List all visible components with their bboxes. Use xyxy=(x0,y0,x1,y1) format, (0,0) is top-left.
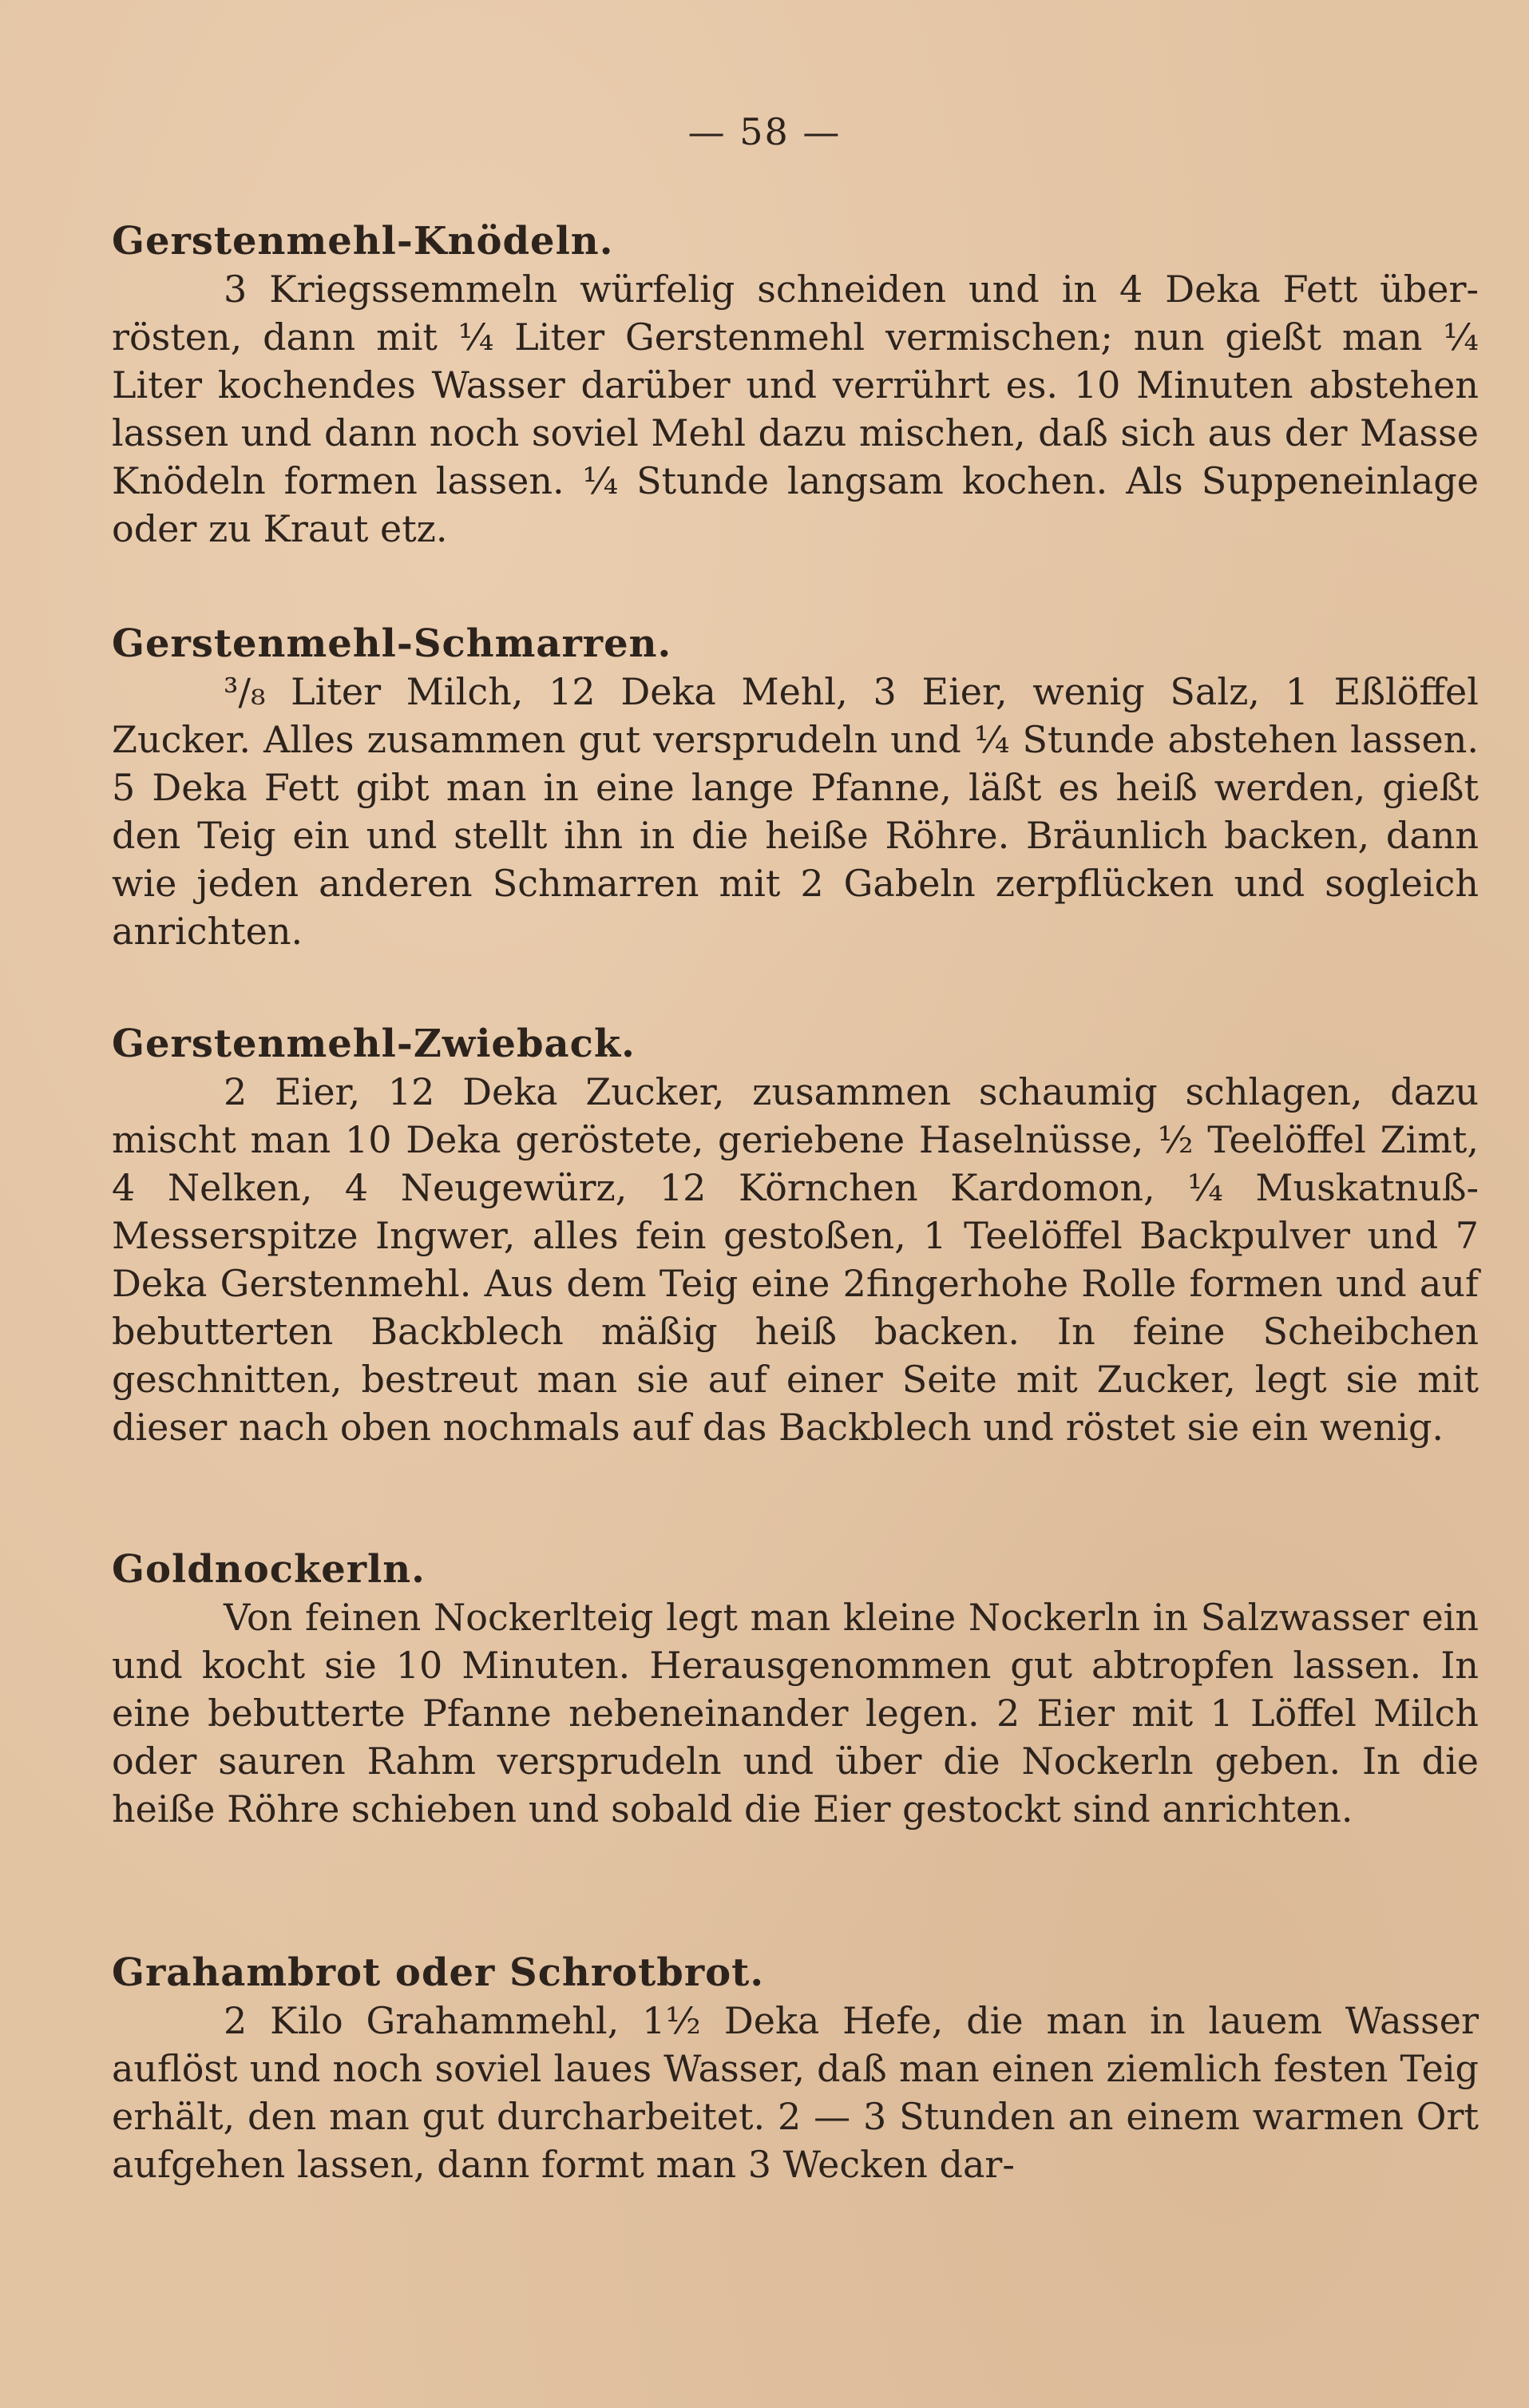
recipe-text: ³/₈ Liter Milch, 12 Deka Mehl, 3 Eier, wenig Salz, 1 Eßlöffel Zucker. Alles zusammen gut versprudeln und ¼ Stunde abstehen lassen. 5 Deka Fett gibt man in eine lange Pfanne, läßt es heiß werden, gießt den Teig ein und stellt ihn in die heiße Röhre. Bräunlich backen, dann wie jeden anderen Schmarren mit 2 Gabeln zerpflücken und sogleich anrichten. xyxy=(112,670,1479,953)
recipe-text: Von feinen Nockerlteig legt man kleine Nockerln in Salzwasser ein und kocht sie 10 Minuten. Herausgenommen gut abtropfen lassen. In eine bebutterte Pfanne nebeneinander legen. 2 Eier mit 1 Löffel Milch oder sauren Rahm versprudeln und über die Nockerln geben. In die heiße Röhre schieben und sobald die Eier gestockt sind anrichten. xyxy=(112,1596,1479,1831)
recipe-gerstenmehl-knoedeln xyxy=(112,217,1479,553)
recipe-text: 2 Eier, 12 Deka Zucker, zusammen schaumig schlagen, dazu mischt man 10 Deka geröstete, geriebene Haselnüsse, ½ Teelöffel Zimt, 4 Nelken, 4 Neugewürz, 12 Körnchen Kardomon, ¼ Muskatnuß- Messerspitze Ingwer, alles fein gestoßen, 1 Teelöffel Backpulver und 7 Deka Gerstenmehl. Aus dem Teig eine 2fingerhohe Rolle formen und auf bebutterten Backblech mäßig heiß backen. In feine Scheibchen geschnitten, bestreut man sie auf einer Seite mit Zucker, legt sie mit dieser nach oben nochmals auf das Backblech und röstet sie ein wenig. xyxy=(112,1070,1479,1449)
page-number: — 58 — xyxy=(687,110,842,153)
recipe-title: Gerstenmehl-Schmarren. xyxy=(112,621,672,666)
recipe-title: Grahambrot oder Schrotbrot. xyxy=(112,1950,765,1995)
recipe-gerstenmehl-zwieback xyxy=(112,1020,1479,1451)
recipe-title: Gerstenmehl-Knödeln. xyxy=(112,219,614,264)
recipe-text: 3 Kriegssemmeln würfelig schneiden und in 4 Deka Fett überrösten, dann mit ¼ Liter Gerstenmehl vermischen; nun gießt man ¼ Liter kochendes Wasser darüber und verrührt es. 10 Minuten abstehen lassen und dann noch soviel Mehl dazu mischen, daß sich aus der Masse Knödeln formen lassen. ¼ Stunde langsam kochen. Als Suppeneinlage oder zu Kraut etz. xyxy=(112,268,1479,550)
recipe-text: 2 Kilo Grahammehl, 1½ Deka Hefe, die man in lauem Wasser auflöst und noch soviel laues Wasser, daß man einen ziemlich festen Teig erhält, den man gut durcharbeitet. 2 — 3 Stunden an einem warmen Ort aufgehen lassen, dann formt man 3 Wecken dar- xyxy=(112,1999,1479,2186)
recipe-gerstenmehl-schmarren xyxy=(112,620,1479,955)
recipe-title: Gerstenmehl-Zwieback. xyxy=(112,1022,636,1066)
recipe-goldnockerln xyxy=(112,1545,1479,1833)
recipe-grahambrot xyxy=(112,1949,1479,2188)
recipe-title: Goldnockerln. xyxy=(112,1547,426,1592)
